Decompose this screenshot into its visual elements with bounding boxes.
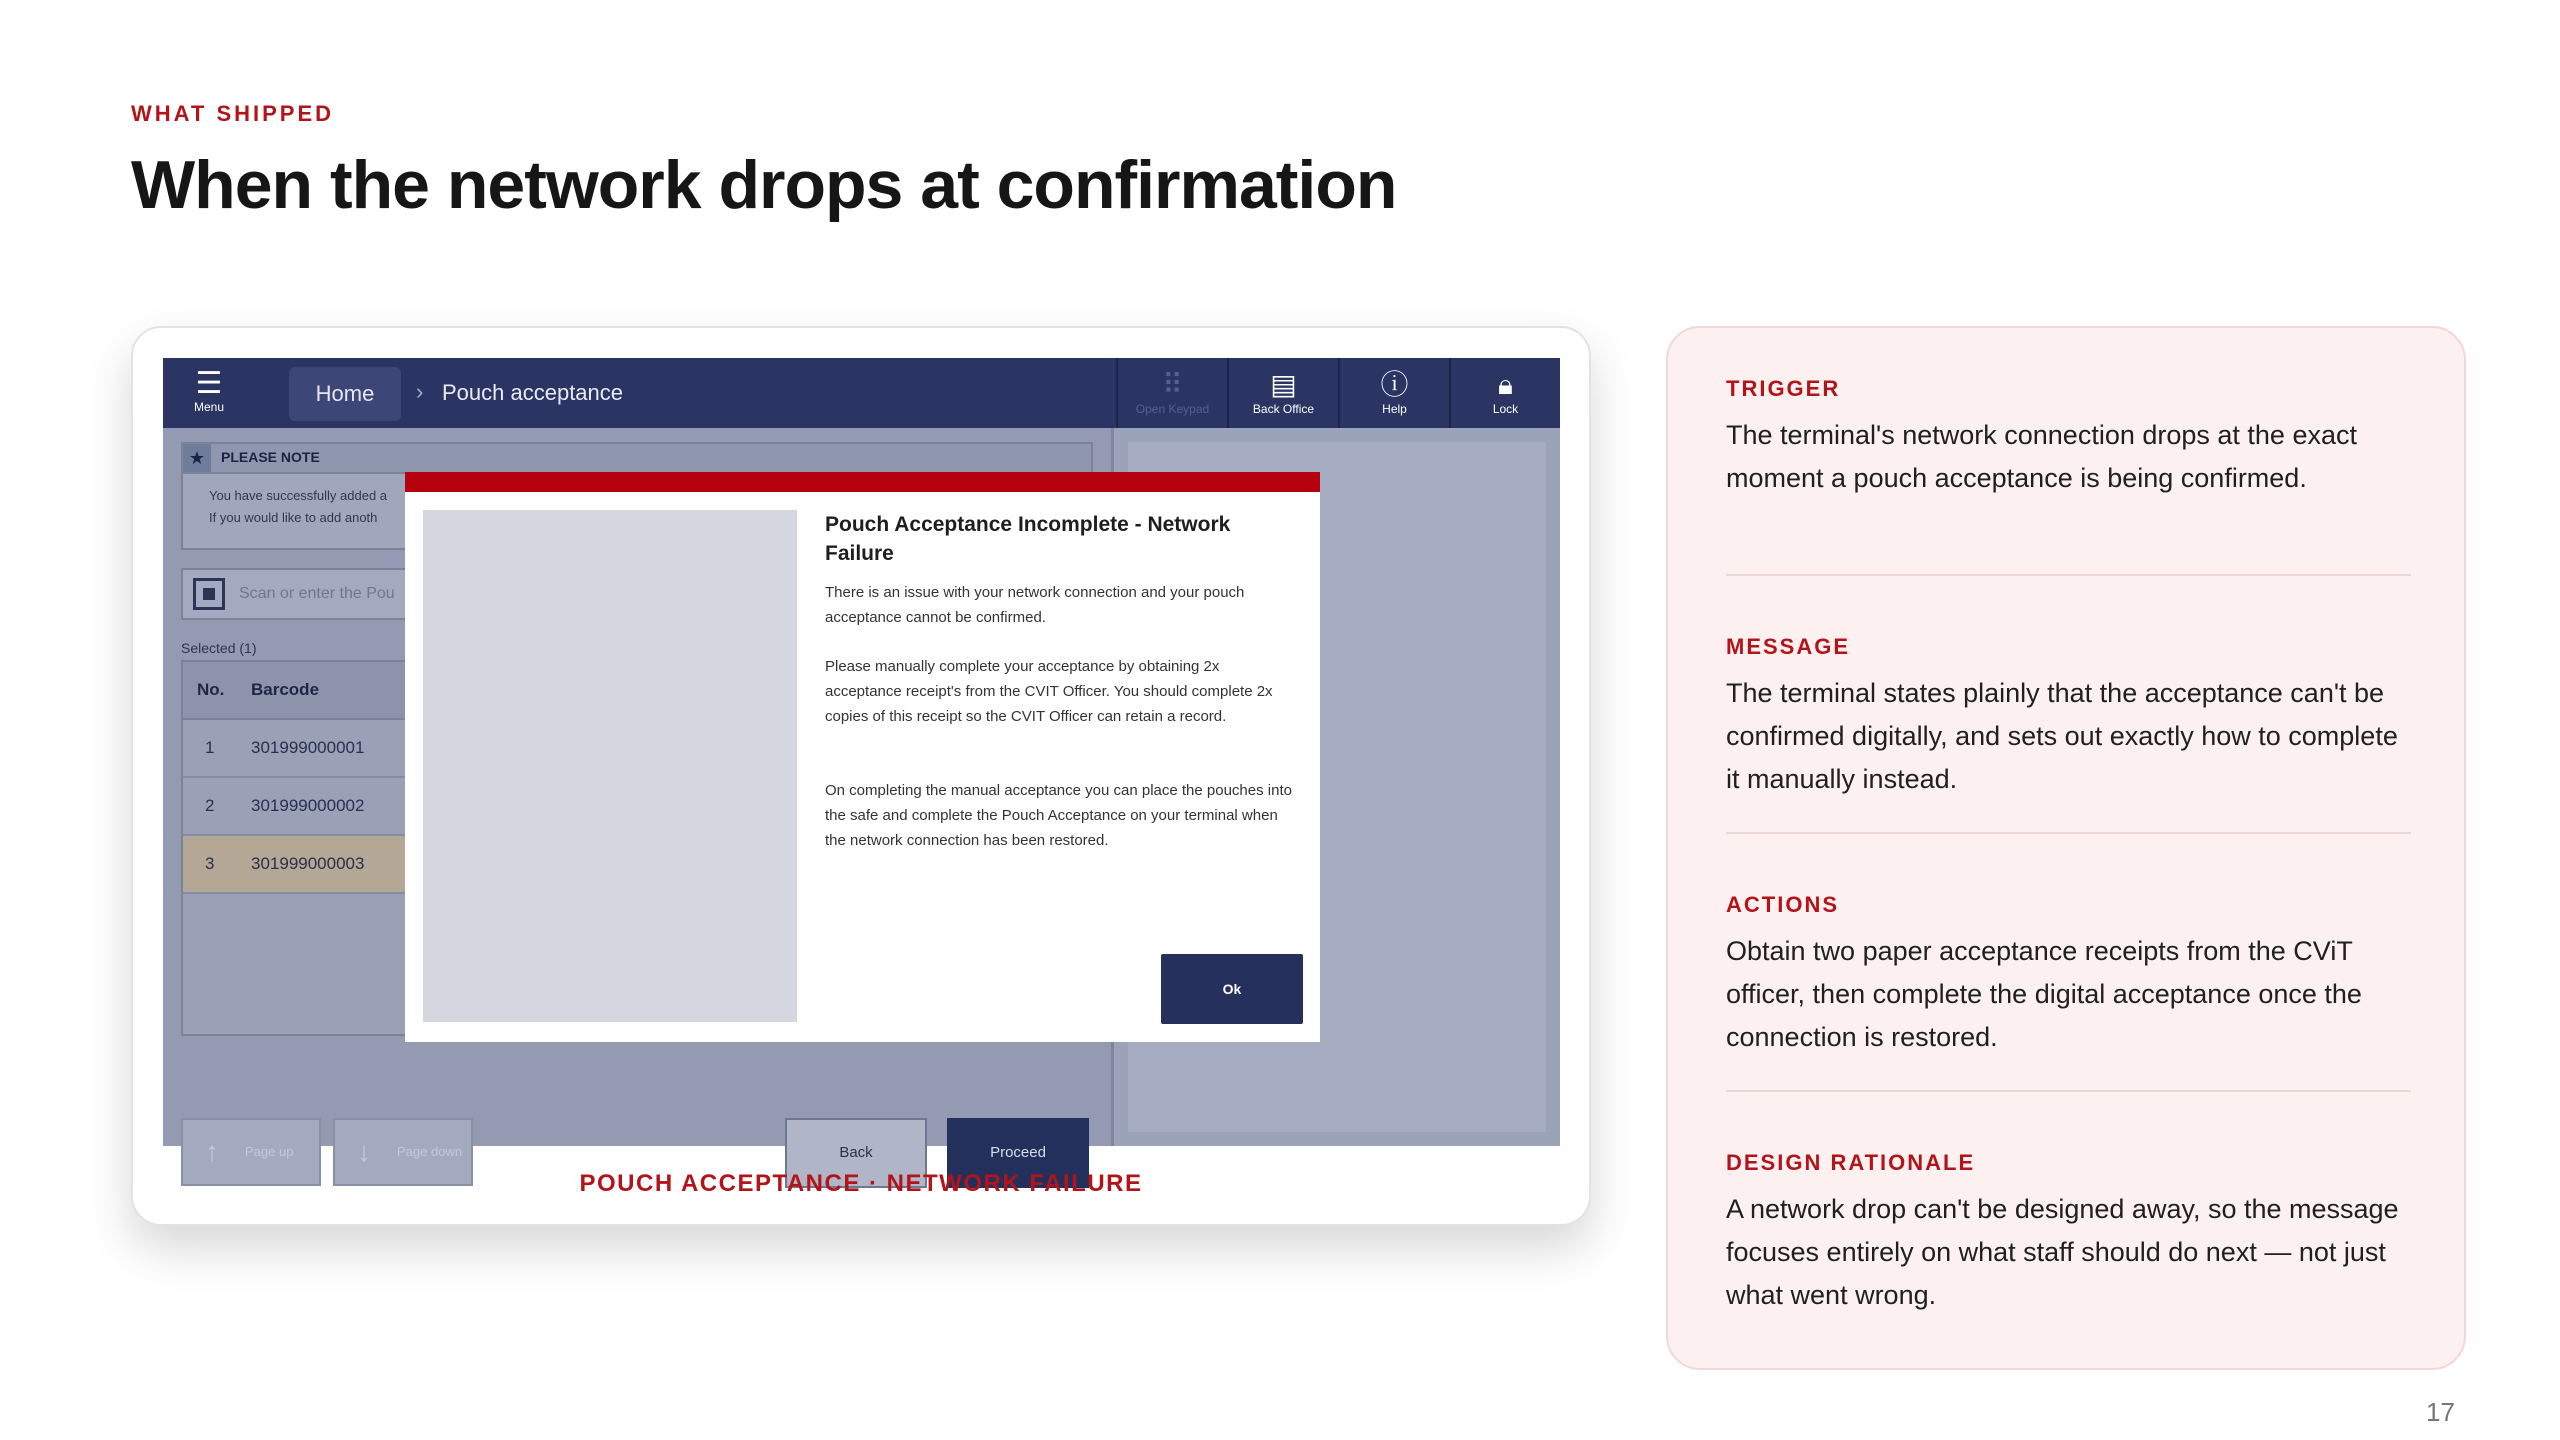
dialog-paragraph-3: On completing the manual acceptance you can place the pouches into the safe and complete the Pouch Acceptance on your terminal when the network connection has been restored. <box>825 782 1292 849</box>
row-barcode: 301999000001 <box>251 738 365 757</box>
section-label: TRIGGER <box>1726 376 1841 401</box>
menu-label: Menu <box>193 400 225 414</box>
section-label: ACTIONS <box>1726 892 1839 917</box>
header-barcode: Barcode <box>251 680 320 699</box>
selected-count: Selected (1) <box>181 640 257 656</box>
dialog-paragraph-1: There is an issue with your network connection and your pouch acceptance cannot be confirmed. <box>825 584 1245 626</box>
section-label: MESSAGE <box>1726 634 1851 659</box>
help-label: Help <box>1382 402 1407 416</box>
ok-button[interactable]: Ok <box>1161 954 1303 1024</box>
proceed-button[interactable]: Proceed <box>947 1118 1089 1188</box>
keypad-icon: ⠿ <box>1162 369 1183 400</box>
dialog-title: Pouch Acceptance Incomplete - Network Failure <box>825 513 1231 565</box>
open-keypad-button[interactable] <box>1116 358 1227 428</box>
home-button[interactable]: Home <box>289 367 401 421</box>
star-icon: ★ <box>183 444 211 472</box>
explainer-panel <box>1666 326 2466 1370</box>
divider <box>1726 832 2411 834</box>
lock-button[interactable] <box>1449 358 1560 428</box>
row-no: 2 <box>205 796 215 815</box>
qr-scan-icon <box>193 578 225 610</box>
breadcrumb-current: Pouch acceptance <box>442 380 624 405</box>
row-barcode: 301999000003 <box>251 854 365 873</box>
hamburger-icon: ☰ <box>195 367 223 400</box>
scan-placeholder: Scan or enter the Pou <box>239 585 395 602</box>
divider <box>1726 574 2411 576</box>
note-line-1: You have successfully added a <box>209 488 388 503</box>
section-body: Obtain two paper acceptance receipts from the CViT officer, then complete the digital acceptance once the connection is restored. <box>1726 936 2362 1052</box>
top-actions <box>1116 358 1560 428</box>
section-actions <box>1726 892 2411 1059</box>
section-body: A network drop can't be designed away, so the message focuses entirely on what staff should do next — not just what went wrong. <box>1726 1194 2399 1310</box>
chevron-right-icon: › <box>416 379 424 404</box>
back-office-icon: ▤ <box>1270 369 1297 400</box>
lock-label: Lock <box>1492 402 1519 416</box>
section-message <box>1726 634 2411 801</box>
help-button[interactable] <box>1338 358 1449 428</box>
arrow-down-icon: ↓ <box>357 1136 371 1167</box>
header-no: No. <box>197 680 225 699</box>
back-office-button[interactable] <box>1227 358 1338 428</box>
dialog-accent-bar <box>405 472 1320 492</box>
section-trigger <box>1726 376 2411 500</box>
row-barcode: 301999000002 <box>251 796 365 815</box>
open-keypad-label: Open Keypad <box>1135 402 1210 416</box>
menu-button[interactable] <box>189 368 229 420</box>
back-office-label: Back Office <box>1252 402 1315 416</box>
row-no: 1 <box>205 738 215 757</box>
section-design-rationale <box>1726 1150 2411 1317</box>
page-down-label: Page down <box>397 1144 463 1159</box>
eyebrow: WHAT SHIPPED <box>131 101 335 126</box>
section-label: DESIGN RATIONALE <box>1726 1150 1976 1175</box>
network-failure-dialog <box>405 472 1320 1042</box>
note-line-2: If you would like to add anoth <box>209 510 378 525</box>
top-bar <box>163 358 1560 428</box>
section-body: The terminal's network connection drops at the exact moment a pouch acceptance is being confirmed. <box>1726 420 2357 493</box>
help-icon: ⓘ <box>1380 369 1409 400</box>
divider <box>1726 1090 2411 1092</box>
page-number: 17 <box>2426 1397 2455 1427</box>
note-header <box>183 444 1091 474</box>
slide-title: When the network drops at confirmation <box>131 147 1397 223</box>
terminal-screenshot <box>163 358 1560 1167</box>
screenshot-caption: POUCH ACCEPTANCE · NETWORK FAILURE <box>579 1170 1143 1197</box>
lock-icon: 🔒︎ <box>1498 369 1513 400</box>
section-body: The terminal states plainly that the acceptance can't be confirmed digitally, and sets out exactly how to complete it manually instead. <box>1726 678 2398 794</box>
dialog-illustration <box>423 510 797 1022</box>
arrow-up-icon: ↑ <box>205 1136 219 1167</box>
row-no: 3 <box>205 854 215 873</box>
back-button[interactable]: Back <box>785 1118 927 1188</box>
dialog-paragraph-2: Please manually complete your acceptance by obtaining 2x acceptance receipt's from the CVIT Officer. You should complete 2x copies of this receipt so the CVIT Officer can retain a record. <box>825 658 1273 725</box>
note-title: PLEASE NOTE <box>221 449 320 465</box>
screenshot-card <box>131 326 1591 1226</box>
page-up-label: Page up <box>245 1144 294 1159</box>
